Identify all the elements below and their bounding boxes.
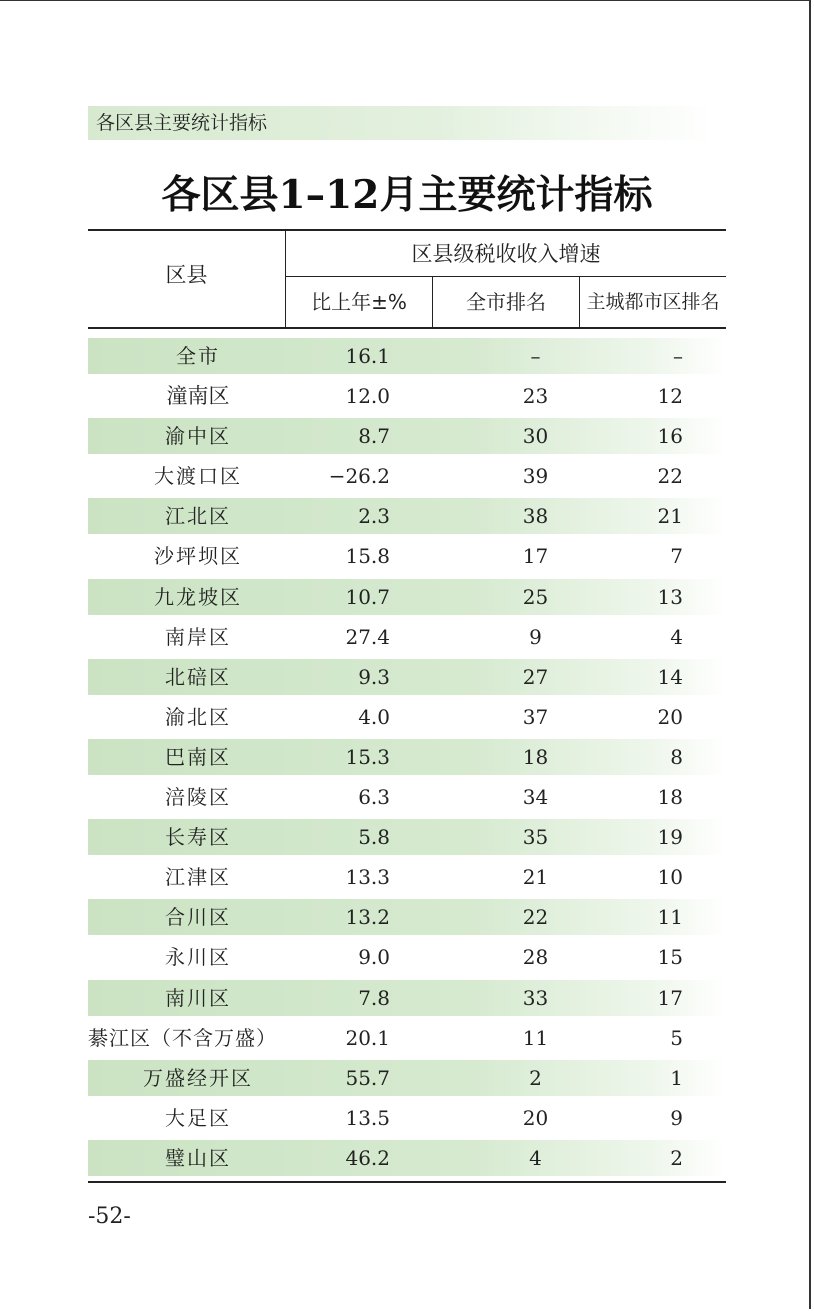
table-header xyxy=(88,229,726,329)
table-row xyxy=(88,1020,726,1056)
city-rank-text: 27 xyxy=(522,664,549,689)
growth-value: 4.0 xyxy=(358,704,390,729)
growth-value: 13.2 xyxy=(345,905,390,930)
table-header-block xyxy=(88,229,726,329)
growth-value: 8.7 xyxy=(358,424,390,449)
table-row xyxy=(88,980,726,1016)
core-rank-value: 10 xyxy=(657,865,683,890)
section-banner: 各区县主要统计指标 xyxy=(88,106,714,140)
city-rank-text: 25 xyxy=(522,584,549,609)
city-rank-text: 28 xyxy=(522,945,549,970)
district-name: 潼南区 xyxy=(166,384,230,409)
header-city-rank: 全市排名 xyxy=(433,277,580,327)
city-rank-text: 23 xyxy=(522,384,549,409)
growth-value: 6.3 xyxy=(358,785,390,810)
city-rank-text: 30 xyxy=(522,424,549,449)
core-rank-value: 12 xyxy=(657,384,683,409)
growth-value: 55.7 xyxy=(345,1065,390,1090)
table-row xyxy=(88,659,726,695)
page-number: -52- xyxy=(88,1204,131,1229)
growth-value: 10.7 xyxy=(345,584,390,609)
core-rank-value: 5 xyxy=(670,1025,683,1050)
city-rank-text: 33 xyxy=(522,985,549,1010)
city-rank-text: 20 xyxy=(522,1105,549,1130)
city-rank-text: 11 xyxy=(522,1025,549,1050)
district-name: 大足区 xyxy=(165,1105,231,1130)
growth-value: 16.1 xyxy=(345,344,390,368)
district-name: 合川区 xyxy=(165,905,231,930)
growth-value: 2.3 xyxy=(358,504,390,529)
table-row xyxy=(88,1060,726,1096)
table-row xyxy=(88,739,726,775)
city-rank-text: 38 xyxy=(522,504,549,529)
city-rank-text: 35 xyxy=(522,825,549,850)
district-name: 大渡口区 xyxy=(154,464,242,489)
table-row xyxy=(88,819,726,855)
table-row xyxy=(88,338,726,374)
table-row xyxy=(88,538,726,574)
header-group-tax-growth: 区县级税收收入增速 xyxy=(286,231,726,277)
district-name: 南岸区 xyxy=(165,624,231,649)
table-body xyxy=(88,338,726,1180)
district-name: 沙坪坝区 xyxy=(154,544,242,569)
district-name: 南川区 xyxy=(165,985,231,1010)
district-name: 江北区 xyxy=(165,504,231,529)
city-rank-text: 4 xyxy=(529,1145,542,1170)
district-name: 北碚区 xyxy=(165,664,231,689)
table-row xyxy=(88,859,726,895)
core-rank-value: 7 xyxy=(670,544,683,569)
growth-value: 15.8 xyxy=(345,544,390,569)
growth-value: −26.2 xyxy=(328,464,390,489)
district-name: 永川区 xyxy=(165,945,231,970)
table-row xyxy=(88,699,726,735)
table-row xyxy=(88,378,726,414)
core-rank-value: 22 xyxy=(657,464,683,489)
core-rank-value: 20 xyxy=(657,704,683,729)
district-name: 江津区 xyxy=(165,865,231,890)
district-name: 綦江区（不含万盛） xyxy=(88,1025,277,1050)
table-row xyxy=(88,1100,726,1136)
core-rank-value: 21 xyxy=(657,504,683,529)
core-rank-value: 14 xyxy=(657,664,683,689)
district-name: 渝中区 xyxy=(165,424,231,449)
core-rank-value: 13 xyxy=(657,584,683,609)
core-rank-value: 8 xyxy=(670,744,683,769)
core-rank-value: 4 xyxy=(670,624,683,649)
district-name: 巴南区 xyxy=(165,744,231,769)
city-rank-text: 22 xyxy=(522,905,549,930)
growth-value: 13.3 xyxy=(345,865,390,890)
core-rank-value: 9 xyxy=(670,1105,683,1130)
growth-value: 13.5 xyxy=(345,1105,390,1130)
table-row xyxy=(88,939,726,975)
page-title: 各区县1–12月主要统计指标 xyxy=(161,172,653,218)
district-name: 全市 xyxy=(176,344,220,368)
district-name: 渝北区 xyxy=(165,704,231,729)
table-row xyxy=(88,579,726,615)
district-name: 万盛经开区 xyxy=(143,1065,253,1090)
district-name: 长寿区 xyxy=(165,825,231,850)
table-row xyxy=(88,418,726,454)
city-rank-text: 34 xyxy=(522,785,549,810)
table-row xyxy=(88,779,726,815)
table-row xyxy=(88,899,726,935)
city-rank-text: 9 xyxy=(529,624,542,649)
city-rank-text: 2 xyxy=(529,1065,542,1090)
table-row xyxy=(88,619,726,655)
growth-value: 5.8 xyxy=(358,825,390,850)
core-rank-value: 16 xyxy=(657,424,683,449)
table-row xyxy=(88,498,726,534)
district-name: 璧山区 xyxy=(165,1145,231,1170)
city-rank-text: 17 xyxy=(522,544,549,569)
city-rank-text: 37 xyxy=(522,704,549,729)
header-core-rank: 主城都市区排名 xyxy=(586,291,720,313)
header-yoy-growth: 比上年±% xyxy=(286,277,433,327)
city-rank-text: 18 xyxy=(522,744,549,769)
city-rank-text: 39 xyxy=(522,464,549,489)
growth-value: 9.0 xyxy=(358,945,390,970)
growth-value: 15.3 xyxy=(345,744,390,769)
core-rank-value: 18 xyxy=(657,785,683,810)
growth-value: 20.1 xyxy=(345,1025,390,1050)
table-bottom-rule xyxy=(88,1181,726,1183)
table-row xyxy=(88,1140,726,1176)
district-name: 九龙坡区 xyxy=(154,584,242,609)
district-name: 涪陵区 xyxy=(165,785,231,810)
growth-value: 7.8 xyxy=(358,985,390,1010)
core-rank-value: 15 xyxy=(657,945,683,970)
growth-value: 46.2 xyxy=(345,1145,390,1170)
city-rank-text: 21 xyxy=(522,865,549,890)
core-rank-value: 2 xyxy=(670,1145,683,1170)
core-rank-value: 1 xyxy=(670,1065,683,1090)
core-rank-value: – xyxy=(673,344,683,368)
growth-value: 9.3 xyxy=(358,664,390,689)
growth-value: 27.4 xyxy=(345,624,390,649)
core-rank-value: 19 xyxy=(657,825,683,850)
growth-value: 12.0 xyxy=(345,384,390,409)
table-row xyxy=(88,458,726,494)
core-rank-value: 17 xyxy=(657,985,683,1010)
core-rank-value: 11 xyxy=(657,905,683,930)
city-rank-text: – xyxy=(530,344,541,368)
header-district: 区县 xyxy=(88,231,286,327)
